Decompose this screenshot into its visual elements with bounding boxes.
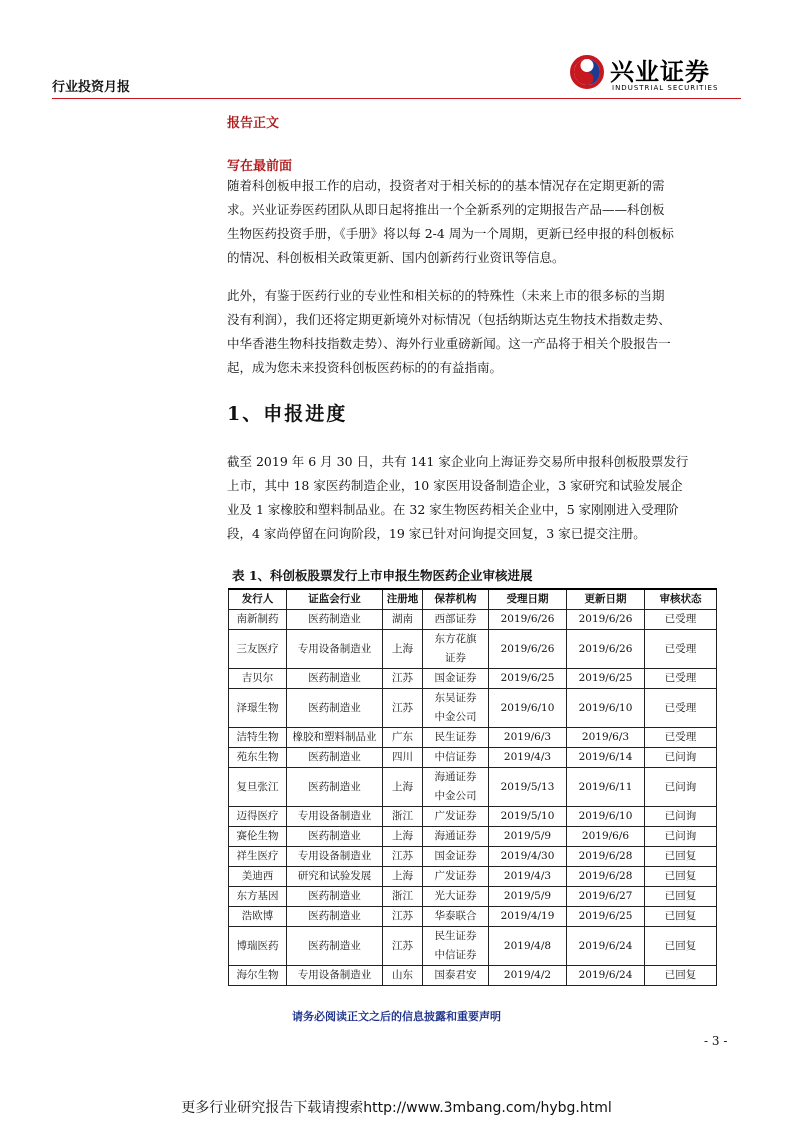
sponsor-line: 海通证券 bbox=[434, 830, 477, 842]
accepted-date-cell: 2019/4/2 bbox=[489, 966, 567, 986]
sponsor-line: 东吴证券 bbox=[434, 692, 477, 704]
status-cell: 已回复 bbox=[645, 867, 717, 887]
sponsor-line: 中信证券 bbox=[434, 751, 477, 763]
text-line: 随着科创板申报工作的启动，投资者对于相关标的的基本情况存在定期更新的需 bbox=[227, 178, 665, 193]
status-cell: 已受理 bbox=[645, 689, 717, 728]
sponsor-line: 光大证券 bbox=[434, 890, 477, 902]
status-cell: 已回复 bbox=[645, 966, 717, 986]
text-line: 截至 2019 年 6 月 30 日，共有 141 家企业向上海证券交易所申报科创板股票发行 bbox=[227, 454, 689, 469]
location-cell: 浙江 bbox=[383, 807, 423, 827]
logo-chinese-name: 兴业证券 bbox=[610, 58, 710, 86]
industry-cell: 医药制造业 bbox=[287, 827, 383, 847]
table-header-row bbox=[229, 589, 717, 610]
updated-date-cell: 2019/6/24 bbox=[567, 927, 645, 966]
accepted-date-cell: 2019/4/8 bbox=[489, 927, 567, 966]
industry-cell: 专用设备制造业 bbox=[287, 630, 383, 669]
location-cell: 浙江 bbox=[383, 887, 423, 907]
page-number: - 3 - bbox=[704, 1034, 728, 1048]
status-cell: 已回复 bbox=[645, 887, 717, 907]
status-cell: 已回复 bbox=[645, 927, 717, 966]
status-cell: 已问询 bbox=[645, 768, 717, 807]
table-body bbox=[229, 610, 717, 986]
industry-cell: 专用设备制造业 bbox=[287, 807, 383, 827]
updated-date-cell: 2019/6/14 bbox=[567, 748, 645, 768]
accepted-date-cell: 2019/6/26 bbox=[489, 610, 567, 630]
column-header: 证监会行业 bbox=[287, 589, 383, 610]
location-cell: 江苏 bbox=[383, 669, 423, 689]
column-header: 受理日期 bbox=[489, 589, 567, 610]
sponsor-cell bbox=[423, 728, 489, 748]
table-row bbox=[229, 807, 717, 827]
download-link-text: 更多行业研究报告下载请搜索http://www.3mbang.com/hybg.html bbox=[181, 1100, 612, 1116]
sponsor-cell bbox=[423, 689, 489, 728]
location-cell: 广东 bbox=[383, 728, 423, 748]
table-row bbox=[229, 728, 717, 748]
industry-cell: 医药制造业 bbox=[287, 748, 383, 768]
industry-cell: 医药制造业 bbox=[287, 927, 383, 966]
issuer-cell: 泽璟生物 bbox=[229, 689, 287, 728]
industry-cell: 橡胶和塑料制品业 bbox=[287, 728, 383, 748]
location-cell: 山东 bbox=[383, 966, 423, 986]
column-header: 发行人 bbox=[229, 589, 287, 610]
text-line: 业及 1 家橡胶和塑料制品业。在 32 家生物医药相关企业中，5 家刚刚进入受理阶 bbox=[227, 502, 679, 517]
sponsor-line: 国金证券 bbox=[434, 850, 477, 862]
industry-cell: 医药制造业 bbox=[287, 669, 383, 689]
table-row bbox=[229, 927, 717, 966]
sponsor-line: 国金证券 bbox=[434, 672, 477, 684]
sponsor-cell bbox=[423, 669, 489, 689]
updated-date-cell: 2019/6/28 bbox=[567, 867, 645, 887]
text-line: 生物医药投资手册，《手册》将以每 2-4 周为一个周期，更新已经申报的科创板标 bbox=[227, 226, 674, 241]
accepted-date-cell: 2019/4/19 bbox=[489, 907, 567, 927]
issuer-cell: 美迪西 bbox=[229, 867, 287, 887]
industry-cell: 研究和试验发展 bbox=[287, 867, 383, 887]
table-row bbox=[229, 669, 717, 689]
updated-date-cell: 2019/6/28 bbox=[567, 847, 645, 867]
updated-date-cell: 2019/6/26 bbox=[567, 610, 645, 630]
section-1-heading: 1、申报进度 bbox=[227, 403, 348, 425]
location-cell: 江苏 bbox=[383, 907, 423, 927]
updated-date-cell: 2019/6/26 bbox=[567, 630, 645, 669]
status-cell: 已受理 bbox=[645, 610, 717, 630]
status-cell: 已回复 bbox=[645, 847, 717, 867]
sponsor-cell bbox=[423, 807, 489, 827]
issuer-cell: 赛伦生物 bbox=[229, 827, 287, 847]
sponsor-line: 东方花旗 bbox=[434, 633, 477, 645]
table-row bbox=[229, 630, 717, 669]
accepted-date-cell: 2019/4/30 bbox=[489, 847, 567, 867]
location-cell: 江苏 bbox=[383, 847, 423, 867]
accepted-date-cell: 2019/5/10 bbox=[489, 807, 567, 827]
industry-cell: 医药制造业 bbox=[287, 907, 383, 927]
sponsor-line: 海通证券 bbox=[434, 771, 477, 783]
updated-date-cell: 2019/6/25 bbox=[567, 669, 645, 689]
table-row bbox=[229, 689, 717, 728]
sponsor-cell bbox=[423, 768, 489, 807]
sponsor-cell bbox=[423, 907, 489, 927]
sponsor-line: 证券 bbox=[445, 652, 466, 664]
overseas-paragraph bbox=[227, 284, 717, 380]
sponsor-cell bbox=[423, 748, 489, 768]
updated-date-cell: 2019/6/25 bbox=[567, 907, 645, 927]
table-row bbox=[229, 907, 717, 927]
issuer-cell: 三友医疗 bbox=[229, 630, 287, 669]
updated-date-cell: 2019/6/11 bbox=[567, 768, 645, 807]
sponsor-line: 广发证券 bbox=[434, 810, 477, 822]
industry-cell: 医药制造业 bbox=[287, 887, 383, 907]
report-type-label: 行业投资月报 bbox=[52, 80, 131, 95]
table-row bbox=[229, 827, 717, 847]
text-line: 求。兴业证券医药团队从即日起将推出一个全新系列的定期报告产品——科创板 bbox=[227, 202, 665, 217]
accepted-date-cell: 2019/5/13 bbox=[489, 768, 567, 807]
location-cell: 四川 bbox=[383, 748, 423, 768]
location-cell: 上海 bbox=[383, 630, 423, 669]
issuer-cell: 海尔生物 bbox=[229, 966, 287, 986]
location-cell: 上海 bbox=[383, 768, 423, 807]
column-header: 注册地 bbox=[383, 589, 423, 610]
updated-date-cell: 2019/6/10 bbox=[567, 689, 645, 728]
section-label: 报告正文 bbox=[227, 116, 280, 131]
industry-cell: 医药制造业 bbox=[287, 689, 383, 728]
registration-table bbox=[228, 588, 717, 986]
header-divider bbox=[52, 98, 741, 99]
accepted-date-cell: 2019/6/26 bbox=[489, 630, 567, 669]
industry-cell: 医药制造业 bbox=[287, 768, 383, 807]
sponsor-cell bbox=[423, 847, 489, 867]
accepted-date-cell: 2019/6/25 bbox=[489, 669, 567, 689]
status-cell: 已受理 bbox=[645, 669, 717, 689]
disclaimer-note: 请务必阅读正文之后的信息披露和重要声明 bbox=[292, 1010, 501, 1023]
intro-paragraph bbox=[227, 174, 717, 270]
table-row bbox=[229, 847, 717, 867]
text-line: 上市，其中 18 家医药制造企业，10 家医用设备制造企业，3 家研究和试验发展企 bbox=[227, 478, 683, 493]
issuer-cell: 南新制药 bbox=[229, 610, 287, 630]
status-cell: 已问询 bbox=[645, 827, 717, 847]
status-cell: 已问询 bbox=[645, 807, 717, 827]
accepted-date-cell: 2019/5/9 bbox=[489, 887, 567, 907]
text-line: 段，4 家尚停留在问询阶段，19 家已针对问询提交回复，3 家已提交注册。 bbox=[227, 526, 646, 541]
sponsor-line: 西部证券 bbox=[434, 613, 477, 625]
logo-english-name: INDUSTRIAL SECURITIES bbox=[612, 84, 719, 92]
table-row bbox=[229, 748, 717, 768]
sponsor-cell bbox=[423, 630, 489, 669]
issuer-cell: 洁特生物 bbox=[229, 728, 287, 748]
progress-paragraph bbox=[227, 450, 717, 546]
sponsor-line: 中金公司 bbox=[434, 711, 477, 723]
updated-date-cell: 2019/6/6 bbox=[567, 827, 645, 847]
location-cell: 江苏 bbox=[383, 927, 423, 966]
sponsor-cell bbox=[423, 966, 489, 986]
issuer-cell: 吉贝尔 bbox=[229, 669, 287, 689]
issuer-cell: 东方基因 bbox=[229, 887, 287, 907]
issuer-cell: 迈得医疗 bbox=[229, 807, 287, 827]
text-line: 中华香港生物科技指数走势）、海外行业重磅新闻。这一产品将于相关个股报告一 bbox=[227, 336, 671, 351]
accepted-date-cell: 2019/4/3 bbox=[489, 867, 567, 887]
status-cell: 已回复 bbox=[645, 907, 717, 927]
table-row bbox=[229, 768, 717, 807]
table-row bbox=[229, 610, 717, 630]
sponsor-line: 广发证券 bbox=[434, 870, 477, 882]
column-header: 审核状态 bbox=[645, 589, 717, 610]
text-line: 此外，有鉴于医药行业的专业性和相关标的的特殊性（未来上市的很多标的当期 bbox=[227, 288, 665, 303]
sponsor-line: 华泰联合 bbox=[434, 910, 477, 922]
table-row bbox=[229, 867, 717, 887]
issuer-cell: 祥生医疗 bbox=[229, 847, 287, 867]
table-row bbox=[229, 966, 717, 986]
status-cell: 已问询 bbox=[645, 748, 717, 768]
location-cell: 江苏 bbox=[383, 689, 423, 728]
sponsor-line: 中信证券 bbox=[434, 949, 477, 961]
sponsor-cell bbox=[423, 867, 489, 887]
sponsor-cell bbox=[423, 610, 489, 630]
issuer-cell: 浩欧博 bbox=[229, 907, 287, 927]
industry-cell: 专用设备制造业 bbox=[287, 847, 383, 867]
industry-cell: 医药制造业 bbox=[287, 610, 383, 630]
column-header: 更新日期 bbox=[567, 589, 645, 610]
updated-date-cell: 2019/6/3 bbox=[567, 728, 645, 748]
column-header: 保荐机构 bbox=[423, 589, 489, 610]
text-line: 的情况、科创板相关政策更新、国内创新药行业资讯等信息。 bbox=[227, 250, 565, 265]
sponsor-cell bbox=[423, 927, 489, 966]
text-line: 起，成为您未来投资科创板医药标的的有益指南。 bbox=[227, 360, 503, 375]
location-cell: 湖南 bbox=[383, 610, 423, 630]
updated-date-cell: 2019/6/24 bbox=[567, 966, 645, 986]
accepted-date-cell: 2019/5/9 bbox=[489, 827, 567, 847]
sponsor-line: 民生证券 bbox=[434, 930, 477, 942]
sponsor-line: 中金公司 bbox=[434, 790, 477, 802]
updated-date-cell: 2019/6/10 bbox=[567, 807, 645, 827]
location-cell: 上海 bbox=[383, 827, 423, 847]
accepted-date-cell: 2019/6/3 bbox=[489, 728, 567, 748]
location-cell: 上海 bbox=[383, 867, 423, 887]
table-row bbox=[229, 887, 717, 907]
sponsor-cell bbox=[423, 827, 489, 847]
sponsor-line: 国泰君安 bbox=[434, 969, 477, 981]
intro-heading: 写在最前面 bbox=[227, 159, 293, 174]
issuer-cell: 苑东生物 bbox=[229, 748, 287, 768]
issuer-cell: 复旦张江 bbox=[229, 768, 287, 807]
status-cell: 已受理 bbox=[645, 728, 717, 748]
sponsor-cell bbox=[423, 887, 489, 907]
updated-date-cell: 2019/6/27 bbox=[567, 887, 645, 907]
status-cell: 已受理 bbox=[645, 630, 717, 669]
industry-cell: 专用设备制造业 bbox=[287, 966, 383, 986]
accepted-date-cell: 2019/4/3 bbox=[489, 748, 567, 768]
table-caption: 表 1、科创板股票发行上市申报生物医药企业审核进展 bbox=[232, 568, 533, 583]
company-logo-icon bbox=[570, 55, 604, 89]
sponsor-line: 民生证券 bbox=[434, 731, 477, 743]
text-line: 没有利润），我们还将定期更新境外对标情况（包括纳斯达克生物技术指数走势、 bbox=[227, 312, 671, 327]
accepted-date-cell: 2019/6/10 bbox=[489, 689, 567, 728]
company-logo bbox=[570, 52, 745, 96]
issuer-cell: 博瑞医药 bbox=[229, 927, 287, 966]
